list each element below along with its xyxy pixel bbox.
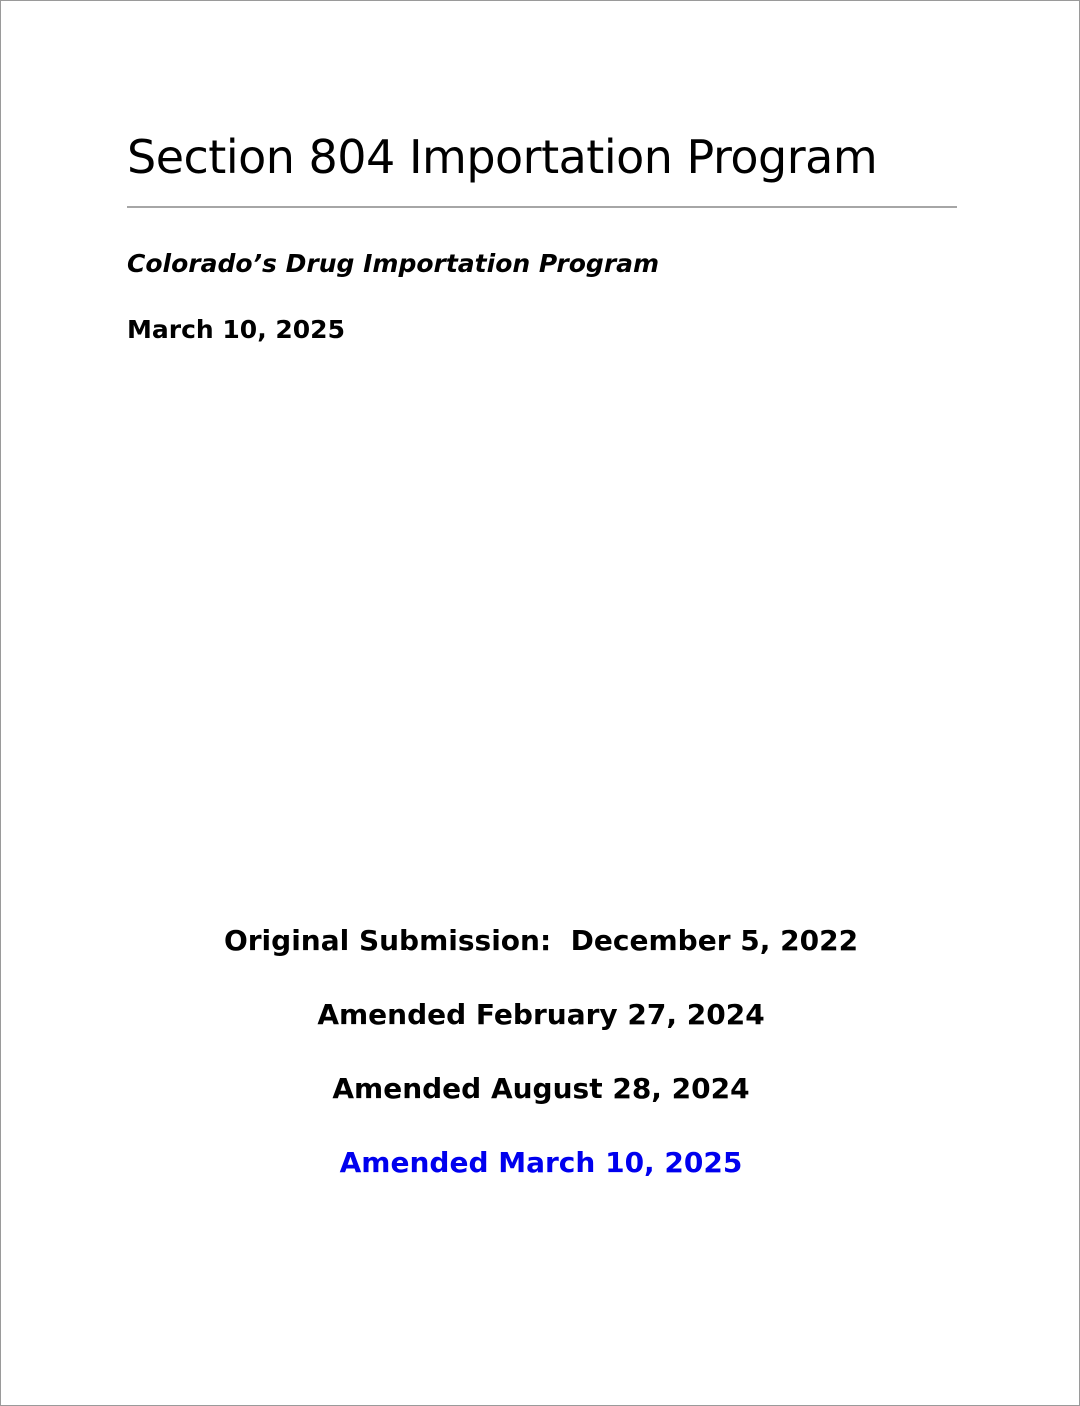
document-subtitle: Colorado’s Drug Importation Program bbox=[127, 249, 660, 278]
title-divider bbox=[127, 206, 957, 208]
amendment-line-latest: Amended March 10, 2025 bbox=[339, 1146, 743, 1179]
amendment-line-2: Amended August 28, 2024 bbox=[332, 1072, 750, 1105]
original-submission-line: Original Submission: December 5, 2022 bbox=[223, 924, 859, 957]
document-title: Section 804 Importation Program bbox=[127, 130, 878, 184]
submission-history bbox=[1, 921, 1080, 1217]
document-date: March 10, 2025 bbox=[127, 315, 345, 344]
amendment-line-1: Amended February 27, 2024 bbox=[317, 998, 765, 1031]
